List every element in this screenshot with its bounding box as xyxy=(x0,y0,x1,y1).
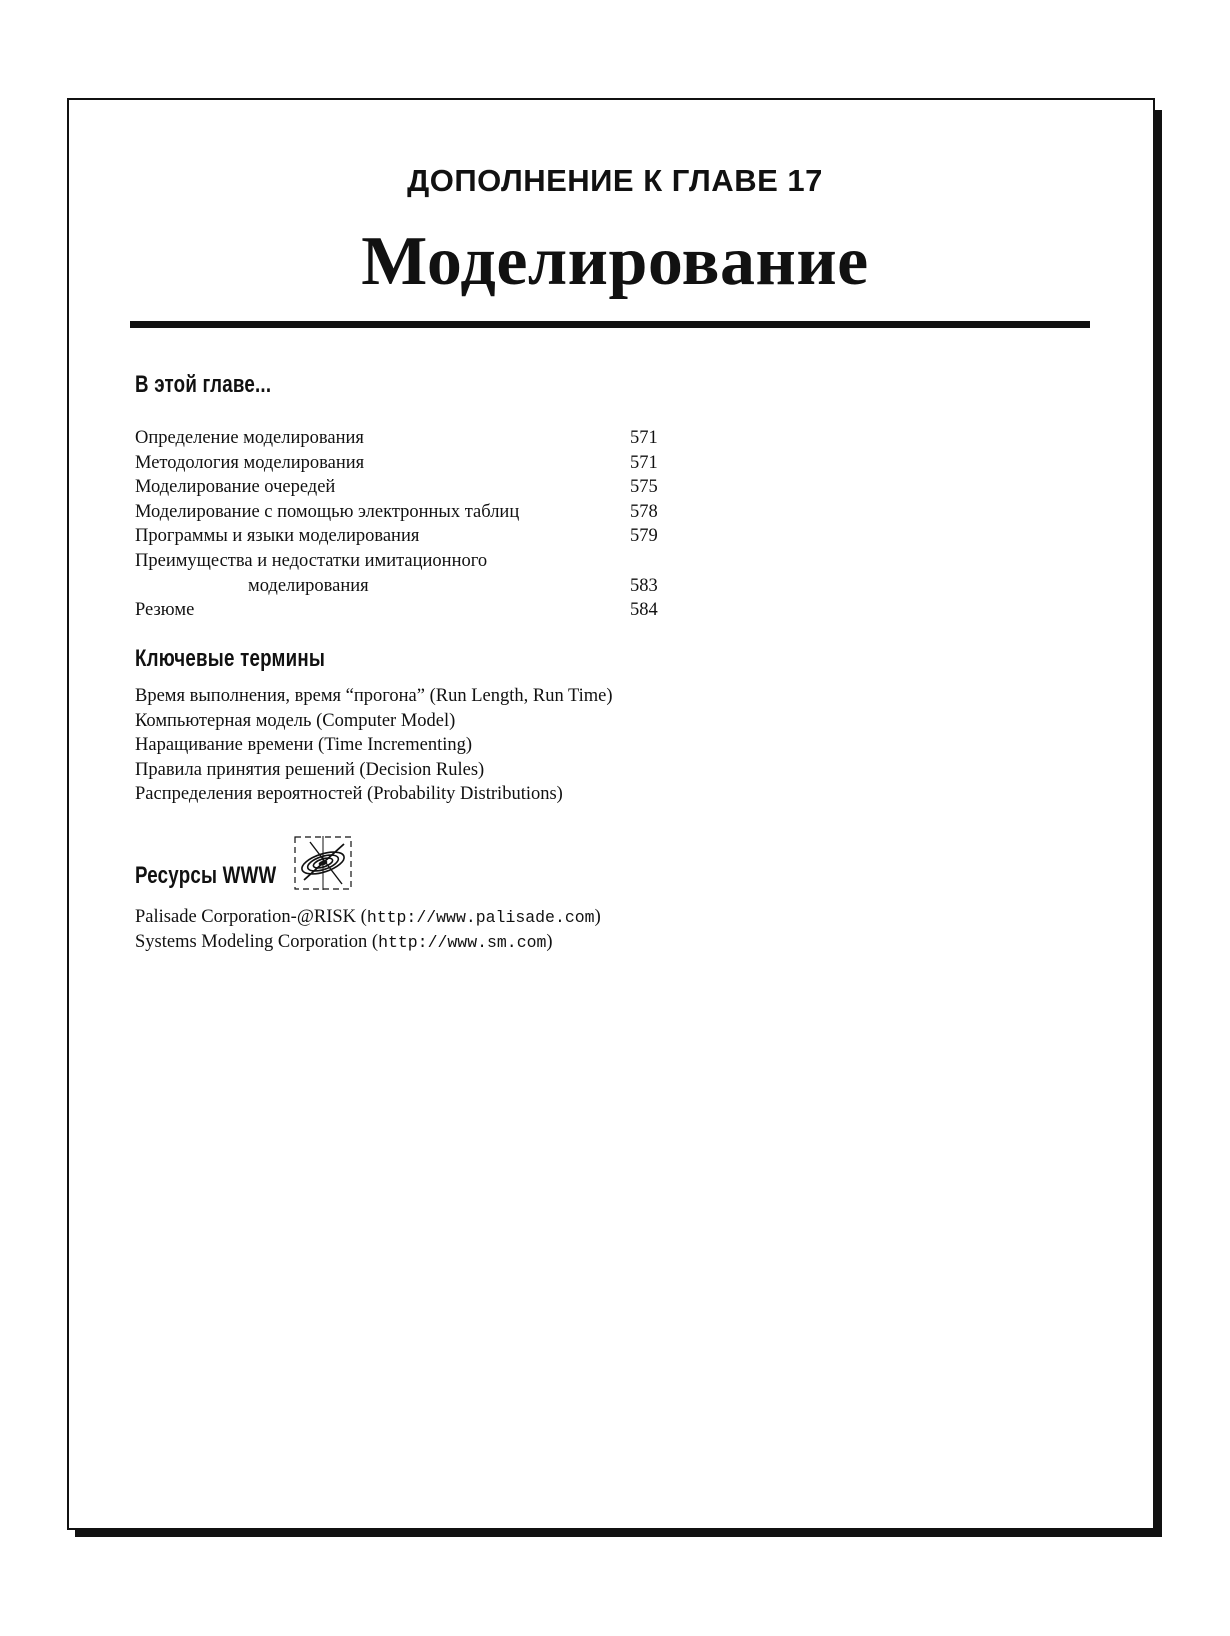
frame-shadow-right xyxy=(1155,110,1162,1537)
web-resource-paren-close: ) xyxy=(594,907,601,927)
web-resource-paren-open: ( xyxy=(367,932,379,952)
chapter-title: Моделирование xyxy=(361,223,869,300)
key-term-item: Компьютерная модель (Computer Model) xyxy=(135,710,456,731)
toc-item[interactable] xyxy=(135,475,675,500)
toc-item[interactable] xyxy=(135,451,675,476)
chapter-supertitle: ДОПОЛНЕНИЕ К ГЛАВЕ 17 xyxy=(407,163,823,198)
toc-item-label: Моделирование с помощью электронных таблиц xyxy=(135,501,520,522)
toc-item-page: 584 xyxy=(630,600,658,621)
web-resource-paren-close: ) xyxy=(546,932,553,952)
web-resource-url[interactable]: http://www.palisade.com xyxy=(366,908,595,927)
chapter-contents-list xyxy=(135,426,675,623)
toc-item-label: Методология моделирования xyxy=(135,452,365,473)
toc-item-page: 575 xyxy=(630,477,658,498)
web-resources-list xyxy=(135,905,601,955)
web-resource-item xyxy=(135,905,601,930)
page-frame xyxy=(67,98,1155,1530)
toc-item-label-line1: Преимущества и недостатки имитационного xyxy=(135,550,488,571)
web-resource-name: Palisade Corporation-@RISK xyxy=(135,907,357,927)
in-chapter-heading: В этой главе... xyxy=(135,371,272,398)
toc-item-page: 583 xyxy=(630,575,658,596)
web-resource-url[interactable]: http://www.sm.com xyxy=(378,933,547,952)
toc-item-label-line2: моделирования xyxy=(248,575,369,596)
web-resource-paren-open: ( xyxy=(356,907,367,927)
toc-item[interactable] xyxy=(135,549,675,598)
key-term-item: Время выполнения, время “прогона” (Run Length, Run Time) xyxy=(135,686,613,706)
web-resource-item xyxy=(135,930,601,955)
frame-shadow-bottom xyxy=(75,1530,1162,1537)
toc-item-label: Моделирование очередей xyxy=(135,477,336,498)
toc-item-label: Программы и языки моделирования xyxy=(135,526,420,547)
key-term-item: Правила принятия решений (Decision Rules) xyxy=(135,759,485,780)
key-terms-heading: Ключевые термины xyxy=(135,645,326,672)
toc-item[interactable] xyxy=(135,500,675,525)
key-terms-list xyxy=(135,684,613,807)
web-resource-name: Systems Modeling Corporation xyxy=(135,932,368,952)
title-divider xyxy=(130,321,1090,328)
toc-item-page: 579 xyxy=(630,526,658,547)
www-target-icon xyxy=(292,834,354,892)
toc-item-page: 571 xyxy=(630,452,658,473)
toc-item[interactable] xyxy=(135,426,675,451)
toc-item-page: 571 xyxy=(630,428,658,448)
toc-item-label xyxy=(135,549,487,598)
toc-item-label: Резюме xyxy=(135,600,195,621)
toc-item[interactable] xyxy=(135,598,675,623)
key-term-item: Наращивание времени (Time Incrementing) xyxy=(135,735,473,756)
toc-item-label: Определение моделирования xyxy=(135,428,364,448)
toc-item-page: 578 xyxy=(630,501,658,522)
toc-item[interactable] xyxy=(135,524,675,549)
web-resources-heading: Ресурсы WWW xyxy=(135,862,277,889)
key-term-item: Распределения вероятностей (Probability Distributions) xyxy=(135,784,563,805)
